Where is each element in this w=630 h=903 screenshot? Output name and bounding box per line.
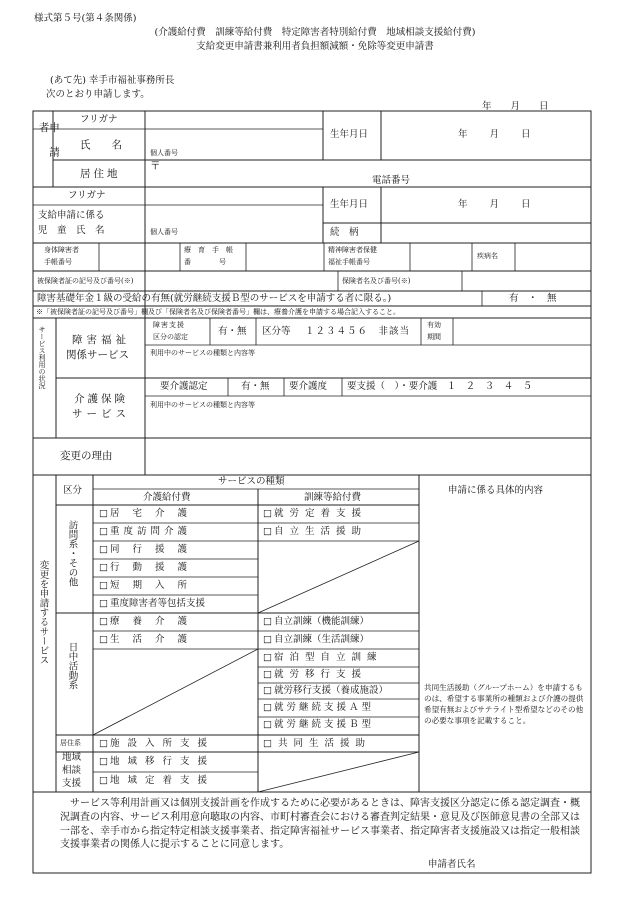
insurance-note: ※「被保険者証の記号及び番号」欄及び「保険者名及び保険者番号」欄は、療養介護を申請する場合記入すること。 xyxy=(36,308,400,316)
child-relation-label: 続 柄 xyxy=(330,227,359,238)
child-birth-label: 生年月日 xyxy=(330,199,369,210)
service-checkbox[interactable]: □ 居宅介護 xyxy=(99,508,200,519)
valid-period-label-1: 有効 xyxy=(427,321,441,329)
rehab-cert-label-2: 番 号 xyxy=(184,258,226,266)
application-date: 年 月 日 xyxy=(482,101,549,112)
category-values: １２３４５６ 非該当 xyxy=(305,326,411,337)
welfare-service-label-2: 関係サービス xyxy=(66,349,129,361)
support-category-has-none: 有・無 xyxy=(218,326,247,337)
intro-text: 次のとおり申請します。 xyxy=(46,89,150,100)
training-benefit-header: 訓練等給付費 xyxy=(304,492,362,503)
care-cert-has-none: 有・無 xyxy=(241,381,270,392)
child-birth-value: 年 月 日 xyxy=(458,199,532,210)
service-checkbox[interactable]: □ 宿泊型自立訓練 xyxy=(263,652,383,663)
applicant-name-label: 氏 名 xyxy=(80,139,122,151)
rehab-cert-label-1: 療 育 手 帳 xyxy=(184,246,233,254)
child-personal-no-label: 個人番号 xyxy=(150,228,178,236)
service-checkbox[interactable]: □ 就労継続支援Ａ型 xyxy=(263,702,374,713)
specific-content-header: 申請に係る具体的内容 xyxy=(448,485,544,496)
residence-group-label: 居住系 xyxy=(60,739,81,747)
support-category-label-1: 障害支援 xyxy=(153,321,185,329)
category-header: 区分 xyxy=(63,485,83,496)
applicant-phone-label: 電話番号 xyxy=(372,175,411,186)
day-group-label: 日中活動系 xyxy=(66,642,78,690)
care-benefit-header: 介護給付費 xyxy=(143,492,191,503)
signature-label: 申請者氏名 xyxy=(428,859,476,870)
service-checkbox[interactable]: □ 就労移行支援 xyxy=(263,669,367,680)
form-title: 支給変更申請書兼利用者負担額減額・免除等変更申請書 xyxy=(196,41,434,52)
group-home-note: 共同生活援助（グループホーム）を申請するものは、希望する事業所の種類および介護の提供希望有無およびサテライト型希望などのその他の必要な事項を記載すること。 xyxy=(424,683,584,725)
physical-cert-label-1: 身体障害者 xyxy=(44,246,79,254)
addressee: (あて先) 幸手市福祉事務所長 xyxy=(50,75,175,86)
service-checkbox[interactable]: □ 地域移行支援 xyxy=(99,756,215,767)
valid-period-label-2: 期間 xyxy=(427,333,441,341)
usage-section-label: サービス利用の状況 xyxy=(38,326,46,389)
service-checkbox[interactable]: □ 就労定着支援 xyxy=(263,508,367,519)
service-checkbox[interactable]: □ 行動援護 xyxy=(99,562,200,573)
support-category-label-2: 区分の認定 xyxy=(153,333,188,341)
service-checkbox[interactable]: □ 就労継続支援Ｂ型 xyxy=(263,719,374,730)
service-checkbox[interactable]: □ 共同生活援助 xyxy=(263,738,371,749)
service-checkbox[interactable]: □ 就労移行支援（養成施設） xyxy=(263,685,388,696)
community-group-label-1: 地域 xyxy=(62,752,82,763)
applicant-furigana-label: フリガナ xyxy=(80,114,118,125)
postal-mark: 〒 xyxy=(150,160,161,172)
applicant-personal-no-label: 個人番号 xyxy=(150,149,178,157)
insurer-label: 保険者名及び番号(※) xyxy=(342,277,411,285)
applicant-section-label: 申請者 xyxy=(37,122,60,171)
care-in-use-label: 利用中のサービスの種類と内容等 xyxy=(150,401,255,409)
service-checkbox[interactable]: □ 短期入所 xyxy=(99,580,200,591)
child-label-line2: 児 童 氏 名 xyxy=(38,225,105,236)
welfare-service-label-1: 障害福祉 xyxy=(72,334,130,346)
mental-cert-label-2: 福祉手帳番号 xyxy=(328,258,370,266)
insured-no-label: 被保険者証の記号及び番号(※) xyxy=(37,277,134,285)
service-type-header: サービスの種類 xyxy=(218,476,285,487)
category-label: 区分等 xyxy=(262,326,291,337)
service-checkbox[interactable]: □ 地域定着支援 xyxy=(99,775,215,786)
applicant-birth-value: 年 月 日 xyxy=(458,129,532,140)
care-level-label: 要介護度 xyxy=(289,381,328,392)
care-insurance-label-2: サービス xyxy=(72,408,130,420)
mental-cert-label-1: 精神障害者保健 xyxy=(328,246,377,254)
pension-value: 有 ・ 無 xyxy=(509,293,557,304)
disease-label: 疾病名 xyxy=(477,252,498,260)
service-checkbox[interactable]: □ 自立生活援助 xyxy=(263,526,367,537)
services-section-label: 変更を申請するサービス xyxy=(37,560,49,665)
service-checkbox[interactable]: □ 自立訓練（生活訓練） xyxy=(263,634,369,645)
service-checkbox[interactable]: □ 同行援護 xyxy=(99,544,200,555)
physical-cert-label-2: 手帳番号 xyxy=(44,258,72,266)
consent-text: サービス等利用計画又は個別支援計画を作成するために必要があるときは、障害支援区分認定に係る認定調査・概況調査の内容、サービス利用意向聴取の内容、市町村審査会における審査判定結果・意見及び医師意見書の全部又は一部を、幸手市から指定特定相談支援事業者、指定障害福祉サービス事業者、指定障害者支援施設又は指定一般相談支援事業者の関係人に提示することに同意します。 xyxy=(60,798,580,851)
community-group-label-2: 相談 xyxy=(62,765,82,776)
visit-group-label: 訪問系・その他 xyxy=(66,520,78,587)
form-subtitle: (介護給付費 訓練等給付費 特定障害者特別給付費 地域相談支援給付費) xyxy=(154,27,476,38)
service-checkbox[interactable]: □ 重度障害者等包括支援 xyxy=(99,598,205,609)
form-number: 様式第５号(第４条関係) xyxy=(34,13,137,24)
service-checkbox[interactable]: □ 生活介護 xyxy=(99,634,200,645)
pension-label: 障害基礎年金１級の受給の有無(就労継続支援Ｂ型のサービスを申請する者に限る。) xyxy=(37,293,392,304)
service-checkbox[interactable]: □ 重度訪問介護 xyxy=(99,526,191,537)
applicant-address-label: 居住地 xyxy=(80,168,121,180)
care-level-values: 要支援（ ）・要介護 １ ２ ３ ４ ５ xyxy=(347,381,533,392)
welfare-in-use-label: 利用中のサービスの種類と内容等 xyxy=(150,349,255,357)
child-label-line1: 支給申請に係る xyxy=(38,210,105,221)
child-furigana-label: フリガナ xyxy=(68,190,106,201)
service-checkbox[interactable]: □ 療養介護 xyxy=(99,616,200,627)
applicant-birth-label: 生年月日 xyxy=(330,129,369,140)
service-checkbox[interactable]: □ 自立訓練（機能訓練） xyxy=(263,616,369,627)
care-cert-label: 要介護認定 xyxy=(160,381,208,392)
care-insurance-label-1: 介護保険 xyxy=(74,393,128,405)
change-reason-label: 変更の理由 xyxy=(60,450,113,462)
community-group-label-3: 支援 xyxy=(62,778,82,789)
service-checkbox[interactable]: □ 施設入所支援 xyxy=(99,738,215,749)
